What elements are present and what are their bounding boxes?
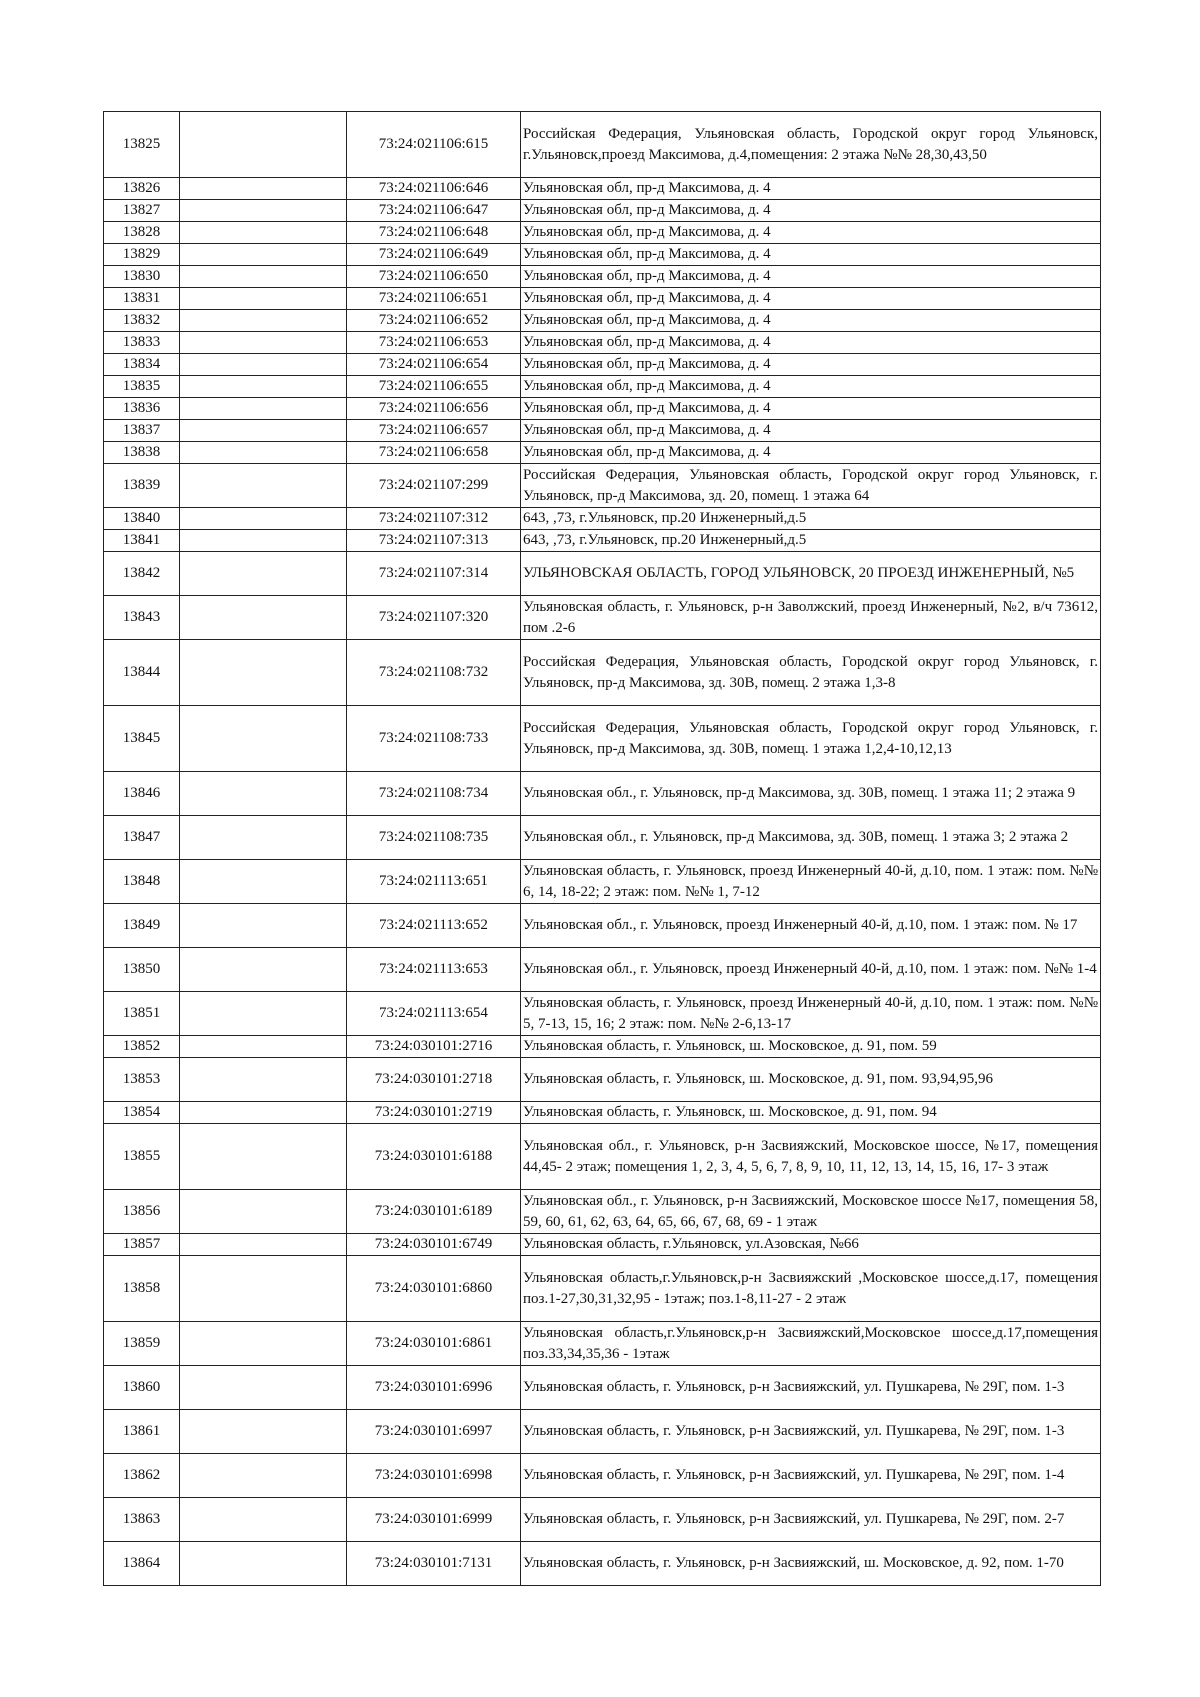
cadastral-number-cell: 73:24:021108:733 [347,706,521,772]
table-row [104,816,1101,860]
table-row [104,596,1101,640]
empty-cell [180,332,347,354]
address-cell: Ульяновская обл., г. Ульяновск, пр-д Максимова, зд. 30В, помещ. 1 этажа 11; 2 этажа 9 [521,772,1101,816]
address-cell: Ульяновская область, г.Ульяновск, ул.Азовская, №66 [521,1234,1101,1256]
address-cell: Ульяновская область, г. Ульяновск, проезд Инженерный 40-й, д.10, пом. 1 этаж: пом. №№ 6, 14, 18-22; 2 этаж: пом. №№ 1, 7-12 [521,860,1101,904]
cadastral-number-cell: 73:24:021106:658 [347,442,521,464]
table-row [104,442,1101,464]
cadastral-number-cell: 73:24:021113:653 [347,948,521,992]
table-row [104,266,1101,288]
table-row [104,1322,1101,1366]
cadastral-number-cell: 73:24:021107:312 [347,508,521,530]
address-cell: Ульяновская обл., г. Ульяновск, проезд Инженерный 40-й, д.10, пом. 1 этаж: пом. № 17 [521,904,1101,948]
address-cell: Ульяновская область, г. Ульяновск, ш. Московское, д. 91, пом. 59 [521,1036,1101,1058]
row-number-cell: 13860 [104,1366,180,1410]
cadastral-number-cell: 73:24:030101:6998 [347,1454,521,1498]
row-number-cell: 13829 [104,244,180,266]
address-cell: Ульяновская область, г. Ульяновск, р-н Заволжский, проезд Инженерный, №2, в/ч 73612, пом .2-6 [521,596,1101,640]
address-cell: Российская Федерация, Ульяновская область, Городской округ город Ульяновск, г.Ульяновск,проезд Максимова, д.4,помещения: 2 этажа №№ 28,30,43,50 [521,112,1101,178]
address-cell: Ульяновская область,г.Ульяновск,р-н Засвияжский ,Московское шоссе,д.17, помещения поз.1-27,30,31,32,95 - 1этаж; поз.1-8,11-27 - 2 этаж [521,1256,1101,1322]
table-row [104,530,1101,552]
address-cell: Ульяновская обл, пр-д Максимова, д. 4 [521,266,1101,288]
table-row [104,354,1101,376]
cadastral-number-cell: 73:24:021106:615 [347,112,521,178]
row-number-cell: 13837 [104,420,180,442]
empty-cell [180,530,347,552]
table-row [104,1102,1101,1124]
cadastral-number-cell: 73:24:021106:655 [347,376,521,398]
table-row [104,706,1101,772]
empty-cell [180,1410,347,1454]
cadastral-number-cell: 73:24:030101:6999 [347,1498,521,1542]
table-row [104,552,1101,596]
table-row [104,1256,1101,1322]
row-number-cell: 13841 [104,530,180,552]
address-cell: Ульяновская обл., г. Ульяновск, р-н Засвияжский, Московское шоссе, №17, помещения 44,45- 2 этаж; помещения 1, 2, 3, 4, 5, 6, 7, 8, 9, 10, 11, 12, 13, 14, 15, 16, 17- 3 этаж [521,1124,1101,1190]
row-number-cell: 13826 [104,178,180,200]
table-row [104,200,1101,222]
address-cell: 643, ,73, г.Ульяновск, пр.20 Инженерный,д.5 [521,530,1101,552]
address-cell: Ульяновская обл, пр-д Максимова, д. 4 [521,244,1101,266]
table-row [104,904,1101,948]
cadastral-number-cell: 73:24:021106:652 [347,310,521,332]
cadastral-number-cell: 73:24:021107:314 [347,552,521,596]
row-number-cell: 13863 [104,1498,180,1542]
address-cell: Ульяновская обл, пр-д Максимова, д. 4 [521,200,1101,222]
empty-cell [180,310,347,332]
address-cell: Ульяновская обл, пр-д Максимова, д. 4 [521,442,1101,464]
cadastral-number-cell: 73:24:021106:654 [347,354,521,376]
cadastral-number-cell: 73:24:030101:6860 [347,1256,521,1322]
empty-cell [180,1256,347,1322]
address-cell: Ульяновская область,г.Ульяновск,р-н Засвияжский,Московское шоссе,д.17,помещения поз.33,34,35,36 - 1этаж [521,1322,1101,1366]
address-cell: Ульяновская обл, пр-д Максимова, д. 4 [521,376,1101,398]
cadastral-number-cell: 73:24:030101:7131 [347,1542,521,1586]
cadastral-number-cell: 73:24:021113:652 [347,904,521,948]
table-row [104,1036,1101,1058]
address-cell: Ульяновская область, г. Ульяновск, р-н Засвияжский, ул. Пушкарева, № 29Г, пом. 1-3 [521,1410,1101,1454]
empty-cell [180,552,347,596]
row-number-cell: 13862 [104,1454,180,1498]
table-row [104,420,1101,442]
row-number-cell: 13859 [104,1322,180,1366]
row-number-cell: 13830 [104,266,180,288]
row-number-cell: 13839 [104,464,180,508]
table-row [104,222,1101,244]
empty-cell [180,200,347,222]
address-cell: Ульяновская обл, пр-д Максимова, д. 4 [521,178,1101,200]
address-cell: Ульяновская область, г. Ульяновск, р-н Засвияжский, ул. Пушкарева, № 29Г, пом. 1-3 [521,1366,1101,1410]
empty-cell [180,640,347,706]
empty-cell [180,706,347,772]
empty-cell [180,596,347,640]
table-row [104,1454,1101,1498]
address-cell: Российская Федерация, Ульяновская область, Городской округ город Ульяновск, г. Ульяновск, пр-д Максимова, зд. 20, помещ. 1 этажа 64 [521,464,1101,508]
cadastral-number-cell: 73:24:021107:313 [347,530,521,552]
address-cell: 643, ,73, г.Ульяновск, пр.20 Инженерный,д.5 [521,508,1101,530]
empty-cell [180,1322,347,1366]
row-number-cell: 13825 [104,112,180,178]
empty-cell [180,464,347,508]
cadastral-number-cell: 73:24:030101:6189 [347,1190,521,1234]
cadastral-number-cell: 73:24:030101:6997 [347,1410,521,1454]
address-cell: Российская Федерация, Ульяновская область, Городской округ город Ульяновск, г. Ульяновск, пр-д Максимова, зд. 30В, помещ. 1 этажа 1,2,4-10,12,13 [521,706,1101,772]
address-cell: Ульяновская область, г. Ульяновск, проезд Инженерный 40-й, д.10, пом. 1 этаж: пом. №№ 5, 7-13, 15, 16; 2 этаж: пом. №№ 2-6,13-17 [521,992,1101,1036]
table-row [104,508,1101,530]
cadastral-number-cell: 73:24:030101:2719 [347,1102,521,1124]
cadastral-number-cell: 73:24:021106:651 [347,288,521,310]
cadastral-number-cell: 73:24:021113:654 [347,992,521,1036]
row-number-cell: 13864 [104,1542,180,1586]
row-number-cell: 13843 [104,596,180,640]
table-row [104,464,1101,508]
row-number-cell: 13827 [104,200,180,222]
cadastral-number-cell: 73:24:021106:648 [347,222,521,244]
empty-cell [180,904,347,948]
cadastral-number-cell: 73:24:021106:656 [347,398,521,420]
address-cell: УЛЬЯНОВСКАЯ ОБЛАСТЬ, ГОРОД УЛЬЯНОВСК, 20 ПРОЕЗД ИНЖЕНЕРНЫЙ, №5 [521,552,1101,596]
empty-cell [180,354,347,376]
table-row [104,640,1101,706]
registry-table [103,111,1101,1586]
empty-cell [180,1058,347,1102]
table-row [104,1124,1101,1190]
row-number-cell: 13857 [104,1234,180,1256]
empty-cell [180,222,347,244]
row-number-cell: 13828 [104,222,180,244]
empty-cell [180,992,347,1036]
table-row [104,1542,1101,1586]
table-row [104,1410,1101,1454]
table-row [104,398,1101,420]
row-number-cell: 13832 [104,310,180,332]
table-row [104,310,1101,332]
empty-cell [180,420,347,442]
cadastral-number-cell: 73:24:021106:646 [347,178,521,200]
empty-cell [180,508,347,530]
cadastral-number-cell: 73:24:021113:651 [347,860,521,904]
cadastral-number-cell: 73:24:021108:732 [347,640,521,706]
table-row [104,772,1101,816]
row-number-cell: 13845 [104,706,180,772]
row-number-cell: 13847 [104,816,180,860]
empty-cell [180,816,347,860]
empty-cell [180,1542,347,1586]
row-number-cell: 13848 [104,860,180,904]
empty-cell [180,1102,347,1124]
empty-cell [180,244,347,266]
empty-cell [180,112,347,178]
cadastral-number-cell: 73:24:030101:6188 [347,1124,521,1190]
empty-cell [180,948,347,992]
empty-cell [180,178,347,200]
empty-cell [180,1498,347,1542]
cadastral-number-cell: 73:24:021106:649 [347,244,521,266]
cadastral-number-cell: 73:24:021107:299 [347,464,521,508]
empty-cell [180,376,347,398]
registry-table-body [104,112,1101,1586]
cadastral-number-cell: 73:24:021107:320 [347,596,521,640]
table-row [104,244,1101,266]
address-cell: Ульяновская обл, пр-д Максимова, д. 4 [521,420,1101,442]
cadastral-number-cell: 73:24:030101:2716 [347,1036,521,1058]
row-number-cell: 13856 [104,1190,180,1234]
row-number-cell: 13855 [104,1124,180,1190]
row-number-cell: 13831 [104,288,180,310]
empty-cell [180,1366,347,1410]
empty-cell [180,266,347,288]
cadastral-number-cell: 73:24:021106:647 [347,200,521,222]
row-number-cell: 13861 [104,1410,180,1454]
empty-cell [180,860,347,904]
row-number-cell: 13858 [104,1256,180,1322]
row-number-cell: 13850 [104,948,180,992]
row-number-cell: 13844 [104,640,180,706]
cadastral-number-cell: 73:24:030101:6861 [347,1322,521,1366]
address-cell: Ульяновская область, г. Ульяновск, р-н Засвияжский, ул. Пушкарева, № 29Г, пом. 1-4 [521,1454,1101,1498]
row-number-cell: 13836 [104,398,180,420]
table-row [104,288,1101,310]
address-cell: Ульяновская обл., г. Ульяновск, р-н Засвияжский, Московское шоссе №17, помещения 58, 59, 60, 61, 62, 63, 64, 65, 66, 67, 68, 69 - 1 этаж [521,1190,1101,1234]
row-number-cell: 13838 [104,442,180,464]
empty-cell [180,288,347,310]
cadastral-number-cell: 73:24:021106:650 [347,266,521,288]
empty-cell [180,1454,347,1498]
cadastral-number-cell: 73:24:021108:734 [347,772,521,816]
address-cell: Российская Федерация, Ульяновская область, Городской округ город Ульяновск, г. Ульяновск, пр-д Максимова, зд. 30В, помещ. 2 этажа 1,3-8 [521,640,1101,706]
table-row [104,376,1101,398]
address-cell: Ульяновская обл, пр-д Максимова, д. 4 [521,288,1101,310]
address-cell: Ульяновская область, г. Ульяновск, ш. Московское, д. 91, пом. 94 [521,1102,1101,1124]
empty-cell [180,772,347,816]
row-number-cell: 13853 [104,1058,180,1102]
table-row [104,1366,1101,1410]
row-number-cell: 13849 [104,904,180,948]
address-cell: Ульяновская обл, пр-д Максимова, д. 4 [521,398,1101,420]
address-cell: Ульяновская область, г. Ульяновск, ш. Московское, д. 91, пом. 93,94,95,96 [521,1058,1101,1102]
empty-cell [180,1036,347,1058]
table-row [104,1190,1101,1234]
address-cell: Ульяновская обл, пр-д Максимова, д. 4 [521,354,1101,376]
table-row [104,332,1101,354]
table-row [104,1234,1101,1256]
table-row [104,178,1101,200]
cadastral-number-cell: 73:24:021108:735 [347,816,521,860]
row-number-cell: 13854 [104,1102,180,1124]
row-number-cell: 13834 [104,354,180,376]
row-number-cell: 13846 [104,772,180,816]
empty-cell [180,1234,347,1256]
address-cell: Ульяновская область, г. Ульяновск, р-н Засвияжский, ш. Московское, д. 92, пом. 1-70 [521,1542,1101,1586]
row-number-cell: 13833 [104,332,180,354]
cadastral-number-cell: 73:24:030101:6749 [347,1234,521,1256]
empty-cell [180,1190,347,1234]
cadastral-number-cell: 73:24:030101:6996 [347,1366,521,1410]
cadastral-number-cell: 73:24:021106:657 [347,420,521,442]
address-cell: Ульяновская область, г. Ульяновск, р-н Засвияжский, ул. Пушкарева, № 29Г, пом. 2-7 [521,1498,1101,1542]
row-number-cell: 13835 [104,376,180,398]
table-row [104,1058,1101,1102]
table-row [104,860,1101,904]
address-cell: Ульяновская обл., г. Ульяновск, проезд Инженерный 40-й, д.10, пом. 1 этаж: пом. №№ 1-4 [521,948,1101,992]
empty-cell [180,442,347,464]
table-row [104,112,1101,178]
cadastral-number-cell: 73:24:021106:653 [347,332,521,354]
row-number-cell: 13851 [104,992,180,1036]
row-number-cell: 13842 [104,552,180,596]
table-row [104,948,1101,992]
cadastral-number-cell: 73:24:030101:2718 [347,1058,521,1102]
empty-cell [180,398,347,420]
table-row [104,992,1101,1036]
table-row [104,1498,1101,1542]
row-number-cell: 13852 [104,1036,180,1058]
address-cell: Ульяновская обл, пр-д Максимова, д. 4 [521,332,1101,354]
address-cell: Ульяновская обл., г. Ульяновск, пр-д Максимова, зд. 30В, помещ. 1 этажа 3; 2 этажа 2 [521,816,1101,860]
address-cell: Ульяновская обл, пр-д Максимова, д. 4 [521,310,1101,332]
address-cell: Ульяновская обл, пр-д Максимова, д. 4 [521,222,1101,244]
empty-cell [180,1124,347,1190]
row-number-cell: 13840 [104,508,180,530]
